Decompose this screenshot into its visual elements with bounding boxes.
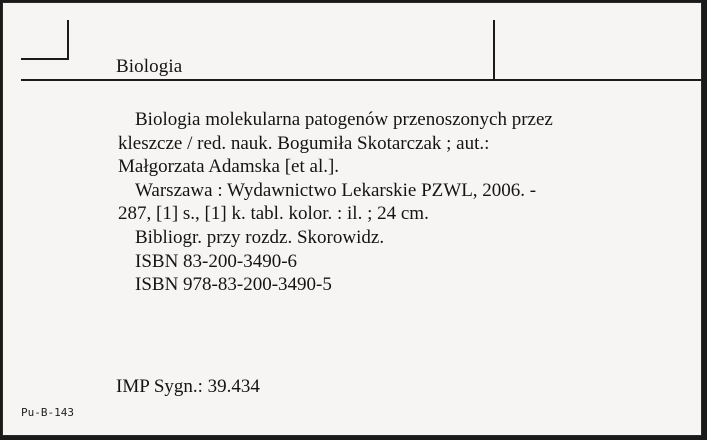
- title-line-1: Biologia molekularna patogenów przenoszonych przez: [135, 109, 553, 130]
- catalog-card: [2, 2, 702, 436]
- subject-heading: Biologia: [116, 56, 183, 77]
- card-code: Pu-B-143: [21, 406, 74, 419]
- title-line-2: kleszcze / red. nauk. Bogumiła Skotarczak ; aut.:: [118, 132, 490, 154]
- bibliography-note: Bibliogr. przy rozdz. Skorowidz.: [135, 226, 385, 248]
- corner-mark-horizontal: [21, 58, 69, 60]
- call-number: IMP Sygn.: 39.434: [116, 376, 260, 397]
- publication-line-1: Warszawa : Wydawnictwo Lekarskie PZWL, 2006. -: [135, 179, 537, 201]
- title-line-3: Małgorzata Adamska [et al.].: [118, 156, 340, 178]
- heading-rule: [21, 79, 701, 81]
- column-divider: [493, 20, 495, 81]
- publication-line-2: 287, [1] s., [1] k. tabl. kolor. : il. ; 24 cm.: [118, 203, 429, 225]
- isbn-2: ISBN 978-83-200-3490-5: [135, 274, 332, 296]
- corner-mark-vertical: [67, 20, 69, 60]
- isbn-1: ISBN 83-200-3490-6: [135, 250, 298, 272]
- catalog-entry: [118, 108, 678, 297]
